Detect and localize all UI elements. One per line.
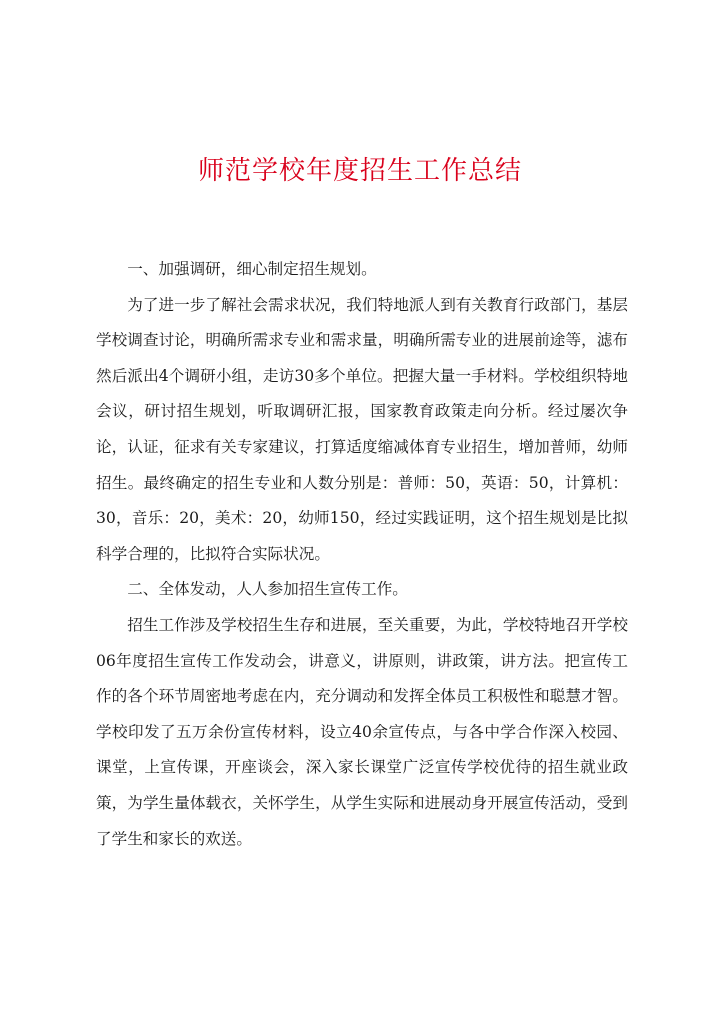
section-heading-1: 一、加强调研，细心制定招生规划。 <box>127 260 377 278</box>
body-paragraph-1: 为了进一步了解社会需求状况，我们特地派人到有关教育行政部门，基层学校调查讨论，明确所需求专业和需求量，明确所需专业的进展前途等，滤布然后派出4个调研小组，走访30多个单位。把握大量一手材料。学校组织特地会议，研讨招生规划，听取调研汇报，国家教育政策走向分析。经过屡次争论，认证，征求有关专家建议，打算适度缩减体育专业招生，增加普师，幼师招生。最终确定的招生专业和人数分别是：普师：50，英语：50，计算机：30，音乐：20，美术：20，幼师150，经过实践证明，这个招生规划是比拟科学合理的，比拟符合实际状况。 <box>96 295 628 563</box>
document-title: 师范学校年度招生工作总结 <box>197 156 522 186</box>
section-heading-2: 二、全体发动，人人参加招生宣传工作。 <box>127 580 408 599</box>
body-paragraph-2: 招生工作涉及学校招生生存和进展，至关重要，为此，学校特地召开学校06年度招生宣传工作发动会，讲意义，讲原则，讲政策，讲方法。把宣传工作的各个环节周密地考虑在内，充分调动和发挥全体员工积极性和聪慧才智。学校印发了五万余份宣传材料，设立40余宣传点，与各中学合作深入校园、课堂，上宣传课，开座谈会，深入家长课堂广泛宣传学校优待的招生就业政策，为学生量体载衣，关怀学生，从学生实际和进展动身开展宣传活动，受到了学生和家长的欢送。 <box>96 615 628 848</box>
document-body <box>96 252 628 857</box>
